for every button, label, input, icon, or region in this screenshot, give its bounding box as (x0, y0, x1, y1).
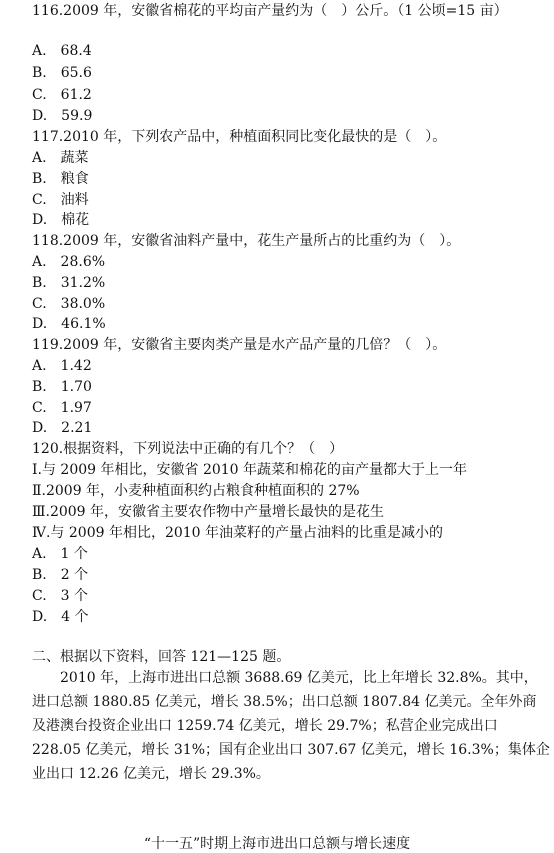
section-2-heading: 二、根据以下资料，回答 121—125 题。 (32, 649, 291, 665)
question-116-stem: 116.2009 年，安徽省棉花的平均亩产量约为（ ）公斤。（1 公顷=15 亩） (32, 3, 508, 19)
figure-title: “十一五”时期上海市进出口总额与增长速度 (143, 836, 411, 852)
q119-option-b: B. 1.70 (32, 379, 92, 395)
q120-option-d: D. 4 个 (32, 609, 89, 625)
q116-option-c: C. 61.2 (32, 87, 92, 103)
q119-option-c: C. 1.97 (32, 400, 92, 416)
q116-option-d: D. 59.9 (32, 108, 93, 124)
q120-statement-3: Ⅲ.2009 年，安徽省主要农作物中产量增长最快的是花生 (32, 504, 385, 520)
q118-option-d: D. 46.1% (32, 316, 106, 332)
q120-option-a: A. 1 个 (32, 546, 88, 562)
q118-option-b: B. 31.2% (32, 275, 106, 291)
q119-option-d: D. 2.21 (32, 420, 93, 436)
question-119-stem: 119.2009 年，安徽省主要肉类产量是水产品产量的几倍？（ ）。 (32, 337, 447, 353)
question-117-stem: 117.2010 年，下列农产品中，种植面积同比变化最快的是（ ）。 (32, 129, 447, 145)
q117-option-a: A. 蔬菜 (32, 150, 89, 166)
q117-option-d: D. 棉花 (32, 212, 90, 228)
section-2-paragraph: 2010 年，上海市进出口总额 3688.69 亿美元，比上年增长 32.8%。其中，进口总额 1880.85 亿美元，增长 38.5%；出口总额 1807.84 亿美元。全年外商及港澳台投资企业出口 1259.74 亿美元，增长 29.7%；私营企业完成出口 228.05 亿美元，增长 31%；国有企业出口 307.67 亿美元，增长 16.3%；集体企业出口 12.26 亿美元，增长 29.3%。 (32, 670, 550, 782)
q116-option-a: A. 68.4 (32, 43, 92, 59)
q118-option-a: A. 28.6% (32, 254, 106, 270)
q120-statement-2: Ⅱ.2009 年，小麦种植面积约占粮食种植面积的 27% (32, 483, 360, 499)
q118-option-c: C. 38.0% (32, 296, 106, 312)
question-118-stem: 118.2009 年，安徽省油料产量中，花生产量所占的比重约为（ ）。 (32, 233, 461, 249)
q117-option-c: C. 油料 (32, 192, 89, 208)
q120-statement-4: Ⅳ.与 2009 年相比，2010 年油菜籽的产量占油料的比重是减小的 (32, 525, 444, 541)
q116-option-b: B. 65.6 (32, 65, 92, 81)
question-120-stem: 120.根据资料，下列说法中正确的有几个？（ ） (32, 441, 344, 457)
q120-option-b: B. 2 个 (32, 567, 89, 583)
q120-statement-1: Ⅰ.与 2009 年相比，安徽省 2010 年蔬菜和棉花的亩产量都大于上一年 (32, 462, 468, 478)
q117-option-b: B. 粮食 (32, 171, 89, 187)
q119-option-a: A. 1.42 (32, 358, 92, 374)
q120-option-c: C. 3 个 (32, 588, 89, 604)
